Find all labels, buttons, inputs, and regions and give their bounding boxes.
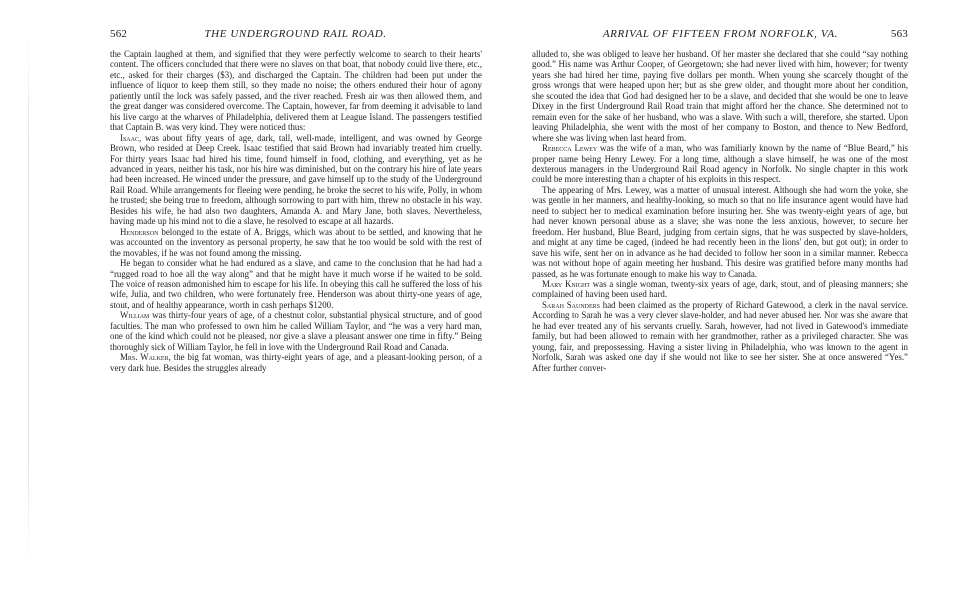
paragraph: the Captain laughed at them, and signified that they were perfectly welcome to search to their hearts' content. The officers concluded that there were no slaves on that boat, that nobody could live there, etc., etc., asked for their charges ($3), and discharged the Captain. The children had been put under the influence of liquor to keep them still, so they made no noise; the others endured their hour of agony patiently until the lock was safely passed, and the river reached. Fresh air was then allowed them, and the great danger was considered overcome. The Captain, however, far from deeming it advisable to land his live cargo at the wharves of Philadelphia, delivered them at League Island. The passengers testified that Captain B. was very kind. They were noticed thus: — [110, 49, 482, 133]
paragraph: The appearing of Mrs. Lewey, was a matter of unusual interest. Although she had worn the yoke, she was gentle in her manners, and healthy-looking, so much so that no life insurance agent would have had need to subject her to medical examination before insuring her. She was twenty-eight years of age, but had never known personal abuse as a slave; she was none the less anxious, however, to secure her freedom. Her husband, Blue Beard, judging from certain signs, that he was suspected by slave-holders, and might at any time be caged, (indeed he had recently been in the lions' den, but got out); in order to save his wife, sent her on in advance as he had decided to follow her soon in a similar manner. Rebecca was not without hope of again meeting her husband. This desire was gratified before many months had passed, as he was fortunate enough to make his way to Canada. — [532, 184, 908, 279]
paragraph-henderson: Henderson belonged to the estate of A. Briggs, which was about to be settled, and knowing that he was accounted on the inventory as personal property, he saw that he too would be sold with the rest of the movables, if he was not found among the missing. — [110, 226, 482, 258]
right-page-body — [532, 49, 908, 373]
binding-gutter — [28, 28, 29, 568]
left-running-head: THE UNDERGROUND RAIL ROAD. — [204, 28, 387, 40]
right-page — [532, 28, 908, 373]
paragraph-isaac: Isaac, was about fifty years of age, dark, tall, well-made, intelligent, and was owned by George Brown, who resided at Deep Creek. Isaac testified that said Brown had invariably treated him cruelly. For thirty years Isaac had hired his time, found himself in food, clothing, and everything, yet as he advanced in years, neither his task, nor his hire was diminished, but on the contrary his hire of late years had been increased. He winced under the pressure, and gave himself up to the study of the Underground Rail Road. While arrangements for fleeing were pending, he broke the secret to his wife, Polly, in whom he trusted; she being true to freedom, although sorrowing to part with him, threw no obstacle in his way. Besides his wife, he had also two daughters, Amanda A. and Mary Jane, both slaves. Nevertheless, having made up his mind not to die a slave, he resolved to escape at all hazards. — [110, 132, 482, 227]
left-page — [110, 28, 482, 373]
paragraph: He began to consider what he had endured as a slave, and came to the conclusion that he had had a “rugged road to hoe all the way along” and that he might have it much worse if he waited to be sold. The voice of reason admonished him to escape for his life. In obeying this call he suffered the loss of his wife, Julia, and two children, who were fortunately free. Henderson was about thirty-one years of age, stout, and of healthy appearance, worth in cash perhaps $1200. — [110, 258, 482, 310]
paragraph-rebecca-lewey: Rebecca Lewey was the wife of a man, who was familiarly known by the name of “Blue Beard,” his proper name being Henry Lewey. For a long time, although a slave himself, he was one of the most dexterous managers in the Underground Rail Road agency in Norfolk. No single chapter in this work could be more interesting than a chapter of his exploits in this respect. — [532, 143, 908, 185]
paragraph: alluded to, she was obliged to leave her husband. Of her master she declared that she could “say nothing good.” His name was Arthur Cooper, of Georgetown; she had never lived with him, however; for twenty years she had hired her time, paying five dollars per month. When young she scarcely thought of the gross wrongs that were heaped upon her; but as she grew older, and thought more about her condition, she scouted the idea that God had designed her to be a slave, and decided that she would be one to leave Dixey in the first Underground Rail Road train that might afford her the chance. She determined not to remain even for the sake of her husband, who was a slave. With such a will, therefore, she started. Upon leaving Philadelphia, she went with the most of her company to Boston, and thence to New Bedford, where she was living when last heard from. — [532, 49, 908, 143]
paragraph-mrs-walker: Mrs. Walker, the big fat woman, was thirty-eight years of age, and a pleasant-looking person, of a very dark hue. Besides the struggles already — [110, 352, 483, 373]
paragraph-mary-knight: Mary Knight was a single woman, twenty-six years of age, dark, stout, and of pleasing manners; she complained of having been used hard. — [532, 278, 908, 300]
left-page-number: 562 — [110, 28, 128, 40]
right-page-header — [532, 28, 908, 42]
paragraph-william: William was thirty-four years of age, of a chestnut color, substantial physical structure, and of good faculties. The man who professed to own him he called William Taylor, and “he was a very hard man, one of the kind which could not be pleased, nor give a slave a pleasant answer one time in fifty.” Being thoroughly sick of William Taylor, he fell in love with the Underground Rail Road and Canada. — [110, 310, 482, 352]
left-page-body — [110, 49, 482, 373]
right-page-number: 563 — [890, 28, 908, 40]
paragraph-sarah-saunders: Sarah Saunders had been claimed as the property of Richard Gatewood, a clerk in the naval service. According to Sarah he was a very clever slave-holder, and had never abused her. Nor was she aware that he had ever treated any of his servants cruelly. Sarah, however, had not lived in Gatewood's immediate family, but had been allowed to remain with her grandmother, rather as a privileged character. She was young, fair, and prepossessing. Having a sister living in Philadelphia, who was known to the agent in Norfolk, Sarah was asked one day if she would not like to see her sister. She at once answered “Yes.” After further conver- — [532, 299, 908, 373]
left-page-header — [110, 28, 482, 42]
right-running-head: ARRIVAL OF FIFTEEN FROM NORFOLK, VA. — [602, 28, 839, 40]
